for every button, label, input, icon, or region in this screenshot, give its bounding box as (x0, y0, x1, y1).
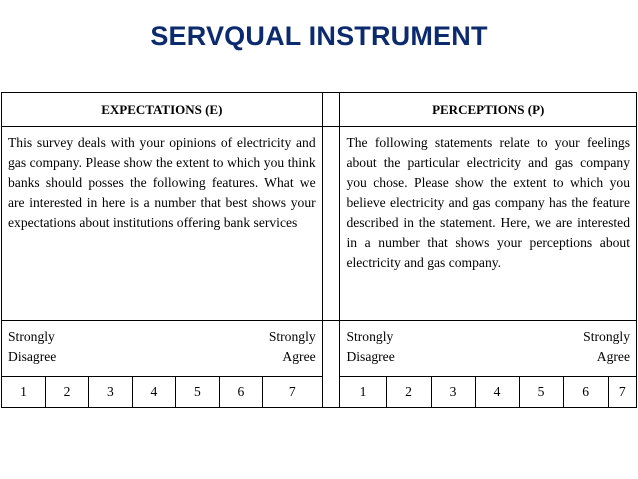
perceptions-scale-right (583, 327, 630, 367)
perceptions-description: The following statements relate to your feelings about the particular electricity and gas company you chose. Please show the extent to which you believe electricity and gas company has the feature described in the statement. Here, we are interested in a number that shows your perceptions about electricity and gas company. (340, 127, 637, 321)
scale-right-line2: Agree (596, 349, 630, 364)
scale-left-line1: Strongly (346, 329, 394, 344)
expectations-description: This survey deals with your opinions of electricity and gas company. Please show the extent to which you think banks should posses the following features. What we are interested in here is a number that best shows your expectations about institutions offering bank services (2, 127, 323, 321)
expectations-point-2[interactable]: 2 (46, 377, 89, 408)
column-separator (322, 321, 340, 408)
expectations-point-7[interactable]: 7 (262, 377, 322, 408)
perceptions-point-7[interactable]: 7 (608, 377, 636, 408)
expectations-scale-right (269, 327, 316, 367)
expectations-scale-labels (2, 321, 323, 377)
servqual-table (1, 92, 637, 408)
perceptions-point-4[interactable]: 4 (475, 377, 519, 408)
perceptions-scale-labels (340, 321, 637, 377)
perceptions-scale-left (346, 327, 394, 367)
perceptions-point-6[interactable]: 6 (563, 377, 608, 408)
expectations-point-3[interactable]: 3 (88, 377, 132, 408)
perceptions-point-2[interactable]: 2 (386, 377, 431, 408)
expectations-point-4[interactable]: 4 (132, 377, 175, 408)
scale-left-line1: Strongly (8, 329, 55, 344)
perceptions-point-3[interactable]: 3 (431, 377, 475, 408)
scale-left-line2: Disagree (8, 349, 57, 364)
expectations-header: EXPECTATIONS (E) (2, 93, 323, 127)
scale-right-line1: Strongly (583, 329, 630, 344)
expectations-scale-left (8, 327, 56, 367)
expectations-point-6[interactable]: 6 (219, 377, 262, 408)
scale-right-line1: Strongly (268, 329, 316, 344)
column-separator (322, 127, 340, 321)
column-separator (322, 93, 340, 127)
page-title: SERVQUAL INSTRUMENT (150, 21, 488, 51)
expectations-point-5[interactable]: 5 (175, 377, 219, 408)
scale-right-line2: Agree (282, 349, 316, 364)
perceptions-point-5[interactable]: 5 (519, 377, 563, 408)
scale-left-line2: Disagree (346, 349, 395, 364)
expectations-point-1[interactable]: 1 (2, 377, 46, 408)
perceptions-point-1[interactable]: 1 (340, 377, 386, 408)
perceptions-header: PERCEPTIONS (P) (340, 93, 637, 127)
